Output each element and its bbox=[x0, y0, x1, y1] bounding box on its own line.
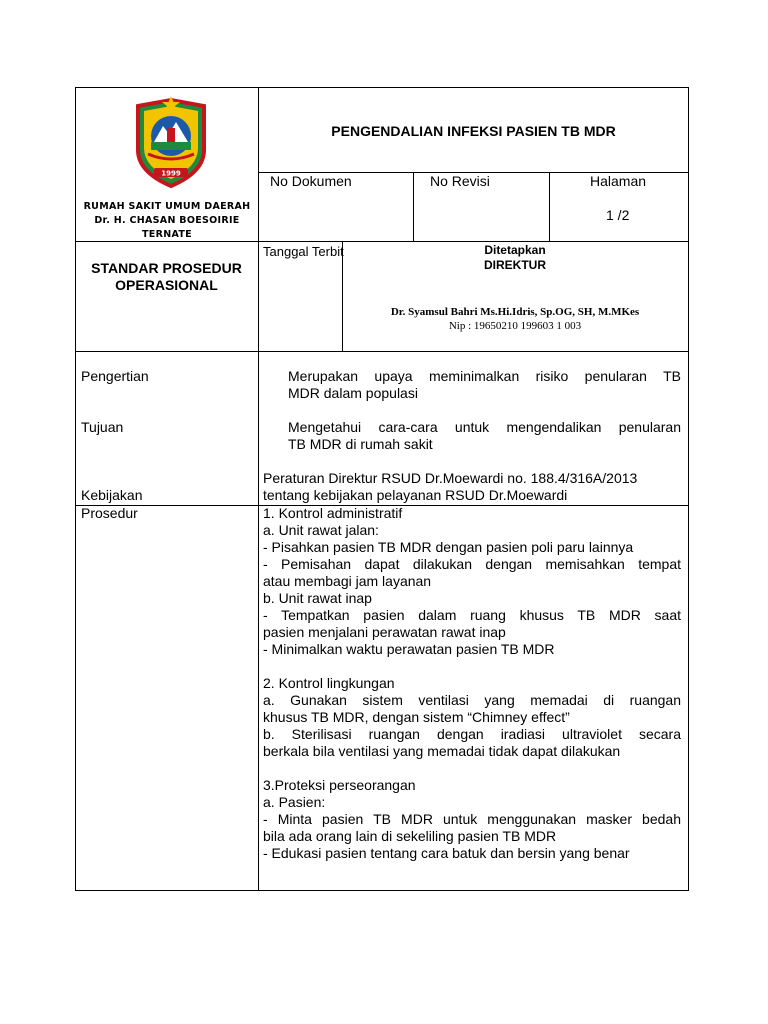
approval-block bbox=[342, 243, 688, 273]
hospital-name-line: Dr. H. CHASAN BOESOIRIE bbox=[94, 215, 240, 226]
procedure-line: berkala bila ventilasi yang memadai tidak dapat dilakukan bbox=[263, 743, 621, 759]
table-border-right bbox=[688, 87, 689, 891]
hospital-logo bbox=[130, 92, 212, 190]
text-line: Merupakan upaya meminimalkan risiko penularan TB bbox=[288, 368, 681, 384]
pengertian-text bbox=[288, 368, 681, 402]
kebijakan-label: Kebijakan bbox=[81, 487, 143, 503]
procedure-line: 3.Proteksi perseorangan bbox=[263, 777, 416, 793]
document-title: PENGENDALIAN INFEKSI PASIEN TB MDR bbox=[331, 123, 616, 139]
sop-title bbox=[75, 260, 258, 294]
procedure-line: - Pemisahan dapat dilakukan dengan memisahkan tempat bbox=[263, 556, 681, 572]
text-line: Peraturan Direktur RSUD Dr.Moewardi no. 188.4/316A/2013 bbox=[263, 470, 638, 486]
procedure-line: - Minimalkan waktu perawatan pasien TB MDR bbox=[263, 641, 555, 657]
approved-label: Ditetapkan bbox=[484, 243, 546, 257]
director-name: Dr. Syamsul Bahri Ms.Hi.Idris, Sp.OG, SH, M.MKes bbox=[390, 306, 640, 318]
procedure-line: - Edukasi pasien tentang cara batuk dan bersin yang benar bbox=[263, 845, 630, 861]
doc-number-label: No Dokumen bbox=[270, 173, 352, 189]
procedure-line: - Tempatkan pasien dalam ruang khusus TB MDR saat bbox=[263, 607, 681, 623]
approved-role: DIREKTUR bbox=[484, 258, 546, 272]
tujuan-label: Tujuan bbox=[81, 419, 124, 435]
procedure-line: atau membagi jam layanan bbox=[263, 573, 432, 589]
sop-title-line: OPERASIONAL bbox=[115, 277, 218, 293]
table-line bbox=[413, 172, 414, 242]
procedure-line bbox=[263, 658, 681, 675]
procedure-line: - Minta pasien TB MDR untuk menggunakan masker bedah bbox=[263, 811, 681, 827]
table-border-left bbox=[75, 87, 76, 891]
prosedur-label: Prosedur bbox=[81, 505, 138, 521]
text-line: Mengetahui cara-cara untuk mengendalikan penularan bbox=[288, 419, 681, 435]
pengertian-label: Pengertian bbox=[81, 368, 149, 384]
page-value: 1 /2 bbox=[606, 207, 630, 223]
procedure-line: bila ada orang lain di sekeliling pasien TB MDR bbox=[263, 828, 557, 844]
table-border-bottom bbox=[75, 890, 689, 891]
hospital-name bbox=[80, 200, 254, 242]
director-nip: Nip : 19650210 199603 1 003 bbox=[448, 320, 582, 332]
sop-title-line: STANDAR PROSEDUR bbox=[91, 260, 242, 276]
procedure-line: a. Pasien: bbox=[263, 794, 326, 810]
tujuan-text bbox=[288, 419, 681, 453]
kebijakan-text bbox=[263, 470, 681, 504]
logo-year: 1999 bbox=[161, 169, 181, 178]
table-line bbox=[549, 172, 550, 242]
text-line: MDR dalam populasi bbox=[288, 385, 418, 401]
procedure-line: a. Unit rawat jalan: bbox=[263, 522, 379, 538]
procedure-line: 1. Kontrol administratif bbox=[263, 505, 403, 521]
procedure-line bbox=[263, 760, 681, 777]
procedure-line: b. Sterilisasi ruangan dengan iradiasi ultraviolet secara bbox=[263, 726, 681, 742]
hospital-name-line: TERNATE bbox=[142, 229, 192, 240]
prosedur-text bbox=[263, 505, 681, 862]
table-line bbox=[258, 87, 259, 891]
procedure-line: b. Unit rawat inap bbox=[263, 590, 372, 606]
issue-date-label: Tanggal Terbit bbox=[263, 244, 344, 259]
procedure-line: khusus TB MDR, dengan sistem “Chimney effect” bbox=[263, 709, 570, 725]
procedure-line: pasien menjalani perawatan rawat inap bbox=[263, 624, 506, 640]
table-border-top bbox=[75, 87, 689, 88]
text-line: tentang kebijakan pelayanan RSUD Dr.Moewardi bbox=[263, 487, 568, 503]
procedure-line: - Pisahkan pasien TB MDR dengan pasien poli paru lainnya bbox=[263, 539, 634, 555]
page-label: Halaman bbox=[590, 173, 647, 189]
hospital-name-line: RUMAH SAKIT UMUM DAERAH bbox=[83, 201, 251, 212]
revision-number-label: No Revisi bbox=[430, 173, 490, 189]
procedure-line: 2. Kontrol lingkungan bbox=[263, 675, 395, 691]
procedure-line: a. Gunakan sistem ventilasi yang memadai di ruangan bbox=[263, 692, 681, 708]
text-line: TB MDR di rumah sakit bbox=[288, 436, 433, 452]
table-line bbox=[75, 351, 689, 352]
